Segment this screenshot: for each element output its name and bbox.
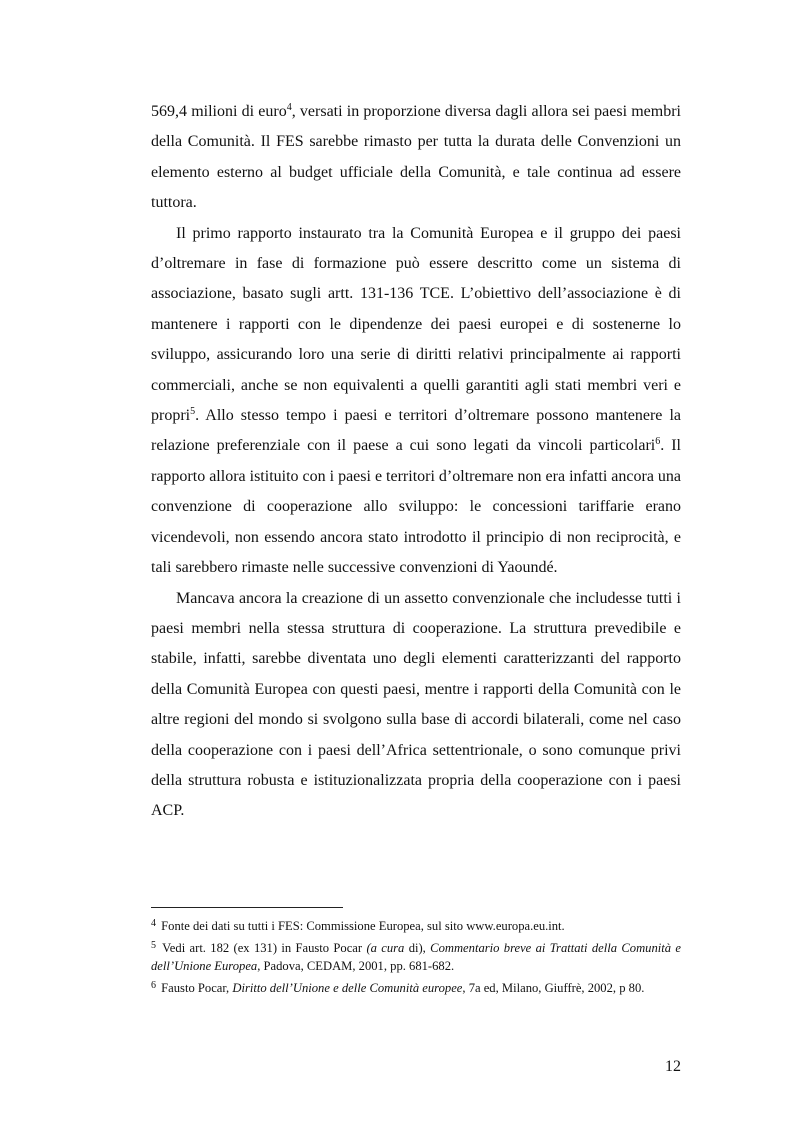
- text-run: Il primo rapporto instaurato tra la Comunità Europea e il gruppo dei paesi d’oltremare in fase di formazione può essere descritto come un sistema di associazione, basato sugli artt. 131-136 TCE. L’obiettivo dell’associazione è di mantenere i rapporti con le dipendenze dei paesi europei e di sostenerne lo sviluppo, assicurando loro una serie di diritti relativi principalmente ai rapporti commerciali, anche se non equivalenti a quelli garantiti agli stati membri veri e propri: [151, 224, 681, 425]
- footnote-number: 6: [151, 980, 156, 991]
- text-run: . Il rapporto allora istituito con i paesi e territori d’oltremare non era infatti ancora una convenzione di cooperazione allo sviluppo: le concessioni tariffarie erano vicendevoli, non essendo ancora stato introdotto il principio di non reciprocità, e tali sarebbero rimaste nelle successive convenzioni di Yaoundé.: [151, 437, 682, 577]
- paragraph: [151, 219, 681, 584]
- text-run: , Padova, CEDAM, 2001, pp. 681-682.: [257, 959, 455, 973]
- text-run: Fonte dei dati su tutti i FES: Commissione Europea, sul sito www.europa.eu.int.: [161, 919, 565, 933]
- footnote-number: 5: [151, 940, 156, 951]
- footnote: [151, 917, 681, 935]
- footnote: [151, 979, 681, 997]
- footnote-reference: 4: [286, 102, 292, 113]
- footnote-number: 4: [151, 918, 156, 929]
- text-run: Vedi art. 182 (ex 131) in Fausto Pocar: [162, 941, 367, 955]
- footnotes: [151, 917, 681, 1001]
- italic-text: (a cura: [366, 941, 405, 955]
- italic-text: Commentario breve ai Trattati della Comunità e dell’Unione Europea: [151, 941, 681, 973]
- page-number: 12: [665, 1058, 681, 1075]
- text-run: di),: [404, 941, 431, 955]
- italic-text: Diritto dell’Unione e delle Comunità europee: [232, 981, 463, 995]
- footnote-reference: 6: [655, 436, 661, 448]
- text-run: Mancava ancora la creazione di un assetto convenzionale che includesse tutti i paesi membri nella stessa struttura di cooperazione. La struttura prevedibile e stabile, infatti, sarebbe diventata uno degli elementi caratterizzanti del rapporto della Comunità Europea con questi paesi, mentre i rapporti della Comunità con le altre regioni del mondo si svolgono sulla base di accordi bilaterali, come nel caso della cooperazione con i paesi dell’Africa settentrionale, o sono comunque privi della struttura robusta e istituzionalizzata propria della cooperazione con i paesi ACP.: [151, 589, 681, 820]
- body-text: [151, 97, 681, 827]
- paragraph: [151, 97, 681, 219]
- paragraph: [151, 584, 681, 827]
- footnote-reference: 5: [190, 406, 196, 418]
- text-run: 569,4 milioni di euro: [151, 103, 287, 120]
- text-run: , 7a ed, Milano, Giuffrè, 2002, p 80.: [462, 981, 645, 995]
- footnote-separator: [151, 907, 343, 908]
- text-run: . Allo stesso tempo i paesi e territori d’oltremare possono mantenere la relazione preferenziale con il paese a cui sono legati da vincoli particolari: [151, 407, 681, 455]
- text-run: Fausto Pocar,: [161, 981, 233, 995]
- text-run: , versati in proporzione diversa dagli allora sei paesi membri della Comunità. Il FES sarebbe rimasto per tutta la durata delle Convenzioni un elemento esterno al budget ufficiale della Comunità, e tale continua ad essere tuttora.: [151, 103, 681, 212]
- footnote: [151, 939, 681, 975]
